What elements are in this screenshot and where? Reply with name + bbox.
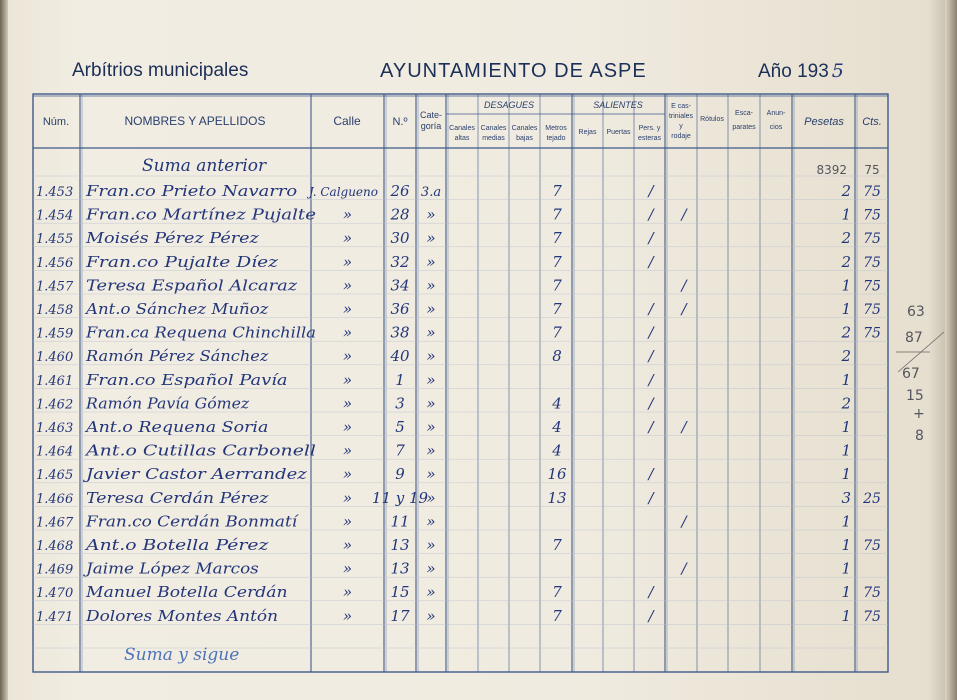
header-anuncios: Anun- (766, 110, 786, 117)
table-row (36, 536, 881, 554)
center-title: AYUNTAMIENTO DE ASPE (380, 60, 647, 82)
row-categoria: » (426, 347, 436, 366)
header-rotulos: Rótulos (700, 116, 724, 123)
header-desagues-sub: Canales (511, 125, 538, 132)
row-pesetas: 2 (841, 323, 851, 342)
row-num: 1.458 (36, 303, 74, 318)
row-calle: » (342, 559, 352, 578)
table-row (36, 465, 851, 483)
row-categoria: » (426, 323, 436, 342)
table-row (36, 182, 881, 200)
row-num: 1.469 (36, 562, 74, 578)
row-categoria: » (426, 606, 436, 625)
header-categoria-1: Cate- (419, 110, 443, 120)
row-pesetas: 1 (841, 300, 851, 318)
row-num: 1.467 (36, 515, 74, 531)
row-pesetas: 2 (841, 252, 851, 271)
row-metros: 7 (552, 205, 562, 224)
row-pers: / (648, 300, 654, 318)
row-num: 1.455 (36, 232, 74, 248)
table-row (36, 229, 881, 247)
header-desagues-sub: medias (482, 135, 505, 142)
row-no: 13 (390, 559, 410, 578)
header-num: Núm. (42, 116, 70, 128)
row-num: 1.471 (36, 609, 74, 625)
table-row (36, 583, 881, 601)
row-pesetas: 1 (841, 276, 851, 295)
row-cts: 25 (863, 490, 881, 507)
row-no: 32 (390, 252, 410, 271)
row-calle: » (342, 394, 352, 413)
row-cts: 75 (863, 325, 881, 342)
row-calle: » (342, 441, 352, 460)
row-metros: 4 (552, 394, 562, 413)
header-desagues-sub: altas (454, 135, 470, 142)
header-escriniales: y (679, 123, 683, 130)
row-cts: 75 (863, 278, 881, 295)
row-calle: » (342, 536, 352, 554)
row-name: Fran.co Prieto Navarro (84, 182, 298, 200)
row-num: 1.463 (36, 421, 74, 436)
header-salientes-sub: esteras (638, 135, 661, 142)
row-pesetas: 1 (841, 606, 851, 625)
margin-calc-value: 8 (915, 428, 924, 444)
row-categoria: » (426, 276, 436, 295)
row-pers: / (648, 394, 654, 413)
row-no: 28 (390, 205, 410, 224)
row-num: 1.460 (36, 350, 74, 366)
row-num: 1.461 (36, 373, 74, 389)
row-cts: 75 (863, 231, 881, 248)
table-body (36, 156, 881, 625)
table-row (36, 300, 881, 318)
row-metros: 4 (552, 441, 562, 460)
row-calle: » (342, 606, 352, 625)
row-num: 1.470 (36, 586, 74, 602)
row-no: 7 (395, 441, 405, 460)
row-no: 36 (390, 300, 410, 318)
header-desagues-sub: Canales (480, 125, 507, 132)
header-desagues-sub: tejado (546, 135, 566, 142)
row-cts: 75 (863, 184, 881, 200)
row-metros: 13 (547, 488, 567, 507)
row-pers: / (648, 229, 654, 248)
row-rodaje: / (681, 418, 687, 436)
row-num: 1.459 (36, 326, 74, 342)
row-pers: / (648, 583, 654, 602)
row-pers: / (648, 370, 654, 389)
row-categoria: » (426, 488, 436, 507)
row-categoria: » (426, 512, 436, 531)
row-calle: » (342, 583, 352, 602)
row-categoria: » (426, 300, 436, 318)
row-metros: 7 (552, 536, 562, 554)
row-pesetas: 1 (841, 418, 851, 436)
table-row (36, 489, 881, 507)
row-name: Manuel Botella Cerdán (84, 583, 288, 602)
row-calle: » (342, 205, 352, 224)
row-name: Ant.o Cutillas Carbonell (83, 441, 317, 460)
row-pesetas: 1 (841, 559, 851, 578)
header-no: N.º (392, 116, 408, 128)
row-metros: 16 (547, 465, 567, 484)
row-name: Ant.o Requena Soria (83, 418, 269, 436)
row-categoria: » (426, 441, 436, 460)
row-pesetas: 1 (841, 465, 851, 484)
row-categoria: » (426, 536, 436, 554)
table-row (36, 442, 851, 460)
row-rodaje: / (681, 559, 687, 578)
row-name: Ant.o Botella Pérez (83, 536, 269, 554)
header-salientes-sub: Rejas (578, 129, 597, 136)
header-desagues-sub: bajas (516, 135, 533, 142)
row-name: Fran.co Cerdán Bonmatí (84, 512, 300, 531)
year-digit: 5 (831, 60, 844, 82)
table-headers (43, 100, 882, 142)
row-pesetas: 2 (841, 229, 851, 248)
row-num: 1.456 (36, 255, 74, 271)
row-categoria: » (426, 418, 436, 436)
row-categoria: » (426, 583, 436, 602)
row-calle: » (342, 418, 352, 436)
row-no: 13 (390, 536, 410, 554)
header-desagues: DESAGUES (483, 100, 535, 110)
row-num: 1.462 (36, 397, 74, 413)
row-metros: 7 (552, 323, 562, 342)
row-cts: 75 (863, 302, 881, 318)
row-calle: » (342, 370, 352, 389)
row-no: 15 (390, 583, 410, 602)
header-salientes-sub: Pers. y (638, 125, 661, 132)
row-cts: 75 (863, 207, 881, 224)
row-categoria: » (426, 205, 436, 224)
row-no: 30 (390, 229, 410, 248)
row-name: Fran.co Pujalte Díez (84, 252, 279, 271)
header-calle: Calle (333, 114, 361, 128)
row-pers: / (648, 252, 654, 271)
margin-calc-value: 15 (906, 388, 924, 404)
row-calle: J. Calgueno (308, 185, 378, 199)
row-cts: 75 (863, 254, 881, 271)
row-no: 9 (395, 465, 405, 484)
row-no: 5 (395, 418, 405, 436)
row-no: 3 (395, 394, 405, 413)
row-metros: 7 (552, 252, 562, 271)
row-name: Javier Castor Aerrandez (82, 465, 307, 484)
row-name: Ant.o Sánchez Muñoz (83, 300, 269, 318)
row-name: Moisés Pérez Pérez (84, 229, 259, 248)
row-metros: 7 (552, 583, 562, 602)
header-escriniales: rodaje (671, 133, 691, 140)
margin-calc-value: 63 (907, 304, 925, 320)
row-metros: 7 (552, 300, 562, 318)
row-pers: / (648, 465, 654, 484)
row-metros: 7 (552, 182, 562, 200)
row-pesetas: 1 (841, 441, 851, 460)
row-rodaje: / (681, 512, 687, 531)
row-name: Fran.co Martínez Pujalte (84, 205, 317, 224)
row-num: 1.454 (36, 208, 74, 224)
header-anuncios: cios (769, 124, 783, 131)
row-cts: 75 (863, 608, 881, 625)
header-salientes-sub: Puertas (606, 129, 631, 136)
row-calle: » (342, 465, 352, 484)
row-num: 1.466 (36, 491, 74, 507)
row-name: Fran.ca Requena Chinchilla (84, 323, 316, 342)
row-num: 1.457 (36, 279, 74, 295)
row-metros: 8 (552, 347, 562, 366)
row-calle: » (342, 276, 352, 295)
row-no: 40 (390, 347, 410, 366)
row-calle: » (342, 323, 352, 342)
row-categoria: » (426, 465, 436, 484)
row-pesetas: 3 (841, 488, 851, 507)
header-desagues-sub: Metros (545, 125, 567, 132)
row-no: 26 (390, 182, 410, 200)
row-categoria: » (426, 559, 436, 578)
margin-calc-value: + (913, 406, 925, 422)
margin-calc-value: 87 (905, 330, 923, 346)
row-metros: 7 (552, 606, 562, 625)
row-categoria: » (426, 252, 436, 271)
row-pesetas: 2 (841, 347, 851, 366)
table-row (36, 371, 851, 389)
header-escaparates: parates (732, 124, 756, 131)
row-metros: 7 (552, 229, 562, 248)
row-pers: / (648, 488, 654, 507)
row-pers: / (648, 182, 654, 200)
footer-note: Suma y sigue (124, 645, 240, 665)
row-no: 11 y 19 (371, 488, 429, 507)
row-calle: » (342, 229, 352, 248)
row-num: 1.464 (36, 444, 74, 460)
table-row (36, 394, 851, 412)
row-num: 1.453 (36, 185, 74, 200)
row-calle: » (342, 252, 352, 271)
header-escriniales: E cas- (671, 103, 691, 110)
row-calle: » (342, 347, 352, 366)
summary-label: Suma anterior (142, 156, 267, 176)
row-pesetas: 2 (841, 394, 851, 413)
table-row (36, 418, 851, 436)
table-row (36, 253, 881, 271)
header-cts: Cts. (862, 116, 882, 128)
row-name: Teresa Español Alcaraz (86, 276, 298, 295)
row-pers: / (648, 606, 654, 625)
row-rodaje: / (681, 205, 687, 224)
row-pers: / (648, 323, 654, 342)
row-pesetas: 1 (841, 205, 851, 224)
row-name: Jaime López Marcos (82, 559, 260, 578)
left-title: Arbítrios municipales (72, 60, 249, 81)
row-no: 34 (390, 276, 410, 295)
row-name: Ramón Pérez Sánchez (84, 347, 269, 366)
row-name: Fran.co Español Pavía (84, 370, 288, 389)
row-pers: / (648, 347, 654, 366)
table-row (36, 607, 881, 625)
table-row (36, 206, 881, 224)
header-nombres: NOMBRES Y APELLIDOS (124, 114, 266, 128)
header-escriniales: triniales (668, 113, 694, 120)
row-categoria: » (426, 394, 436, 413)
table-row (36, 560, 851, 578)
row-categoria: » (426, 370, 436, 389)
row-categoria: » (426, 229, 436, 248)
table-row (36, 276, 881, 294)
row-num: 1.468 (36, 539, 74, 554)
row-pesetas: 1 (841, 536, 851, 554)
header-pesetas: Pesetas (804, 116, 844, 128)
row-name: Teresa Cerdán Pérez (86, 488, 269, 507)
row-metros: 7 (552, 276, 562, 295)
row-cts: 75 (863, 538, 881, 554)
table-row (36, 347, 851, 365)
row-pesetas: 1 (841, 370, 851, 389)
table-row (36, 512, 851, 530)
summary-pesetas: 8392 (816, 163, 847, 177)
row-rodaje: / (681, 300, 687, 318)
row-calle: » (342, 300, 352, 318)
row-calle: » (342, 488, 352, 507)
row-no: 17 (390, 606, 410, 625)
table-row (36, 324, 881, 342)
row-pesetas: 1 (841, 512, 851, 531)
margin-calc-value: 67 (902, 366, 920, 382)
header-escaparates: Esca- (735, 110, 753, 117)
summary-cts: 75 (864, 163, 880, 177)
header-desagues-sub: Canales (449, 125, 475, 132)
row-name: Dolores Montes Antón (84, 606, 278, 625)
row-pesetas: 2 (841, 182, 851, 200)
row-cts: 75 (863, 585, 881, 602)
row-pers: / (648, 205, 654, 224)
year-prefix: Año 193 (758, 61, 829, 82)
row-rodaje: / (681, 276, 687, 295)
row-metros: 4 (552, 418, 562, 436)
row-categoria: 3.a (420, 185, 442, 200)
header-categoria-2: goría (420, 121, 442, 131)
row-no: 38 (390, 323, 410, 342)
row-no: 1 (395, 370, 405, 389)
header-salientes: SALIENTES (593, 100, 643, 110)
row-num: 1.465 (36, 468, 74, 484)
row-name: Ramón Pavía Gómez (84, 394, 250, 413)
row-calle: » (342, 512, 352, 531)
row-pesetas: 1 (841, 583, 851, 602)
row-pers: / (648, 418, 654, 436)
row-no: 11 (390, 512, 410, 531)
